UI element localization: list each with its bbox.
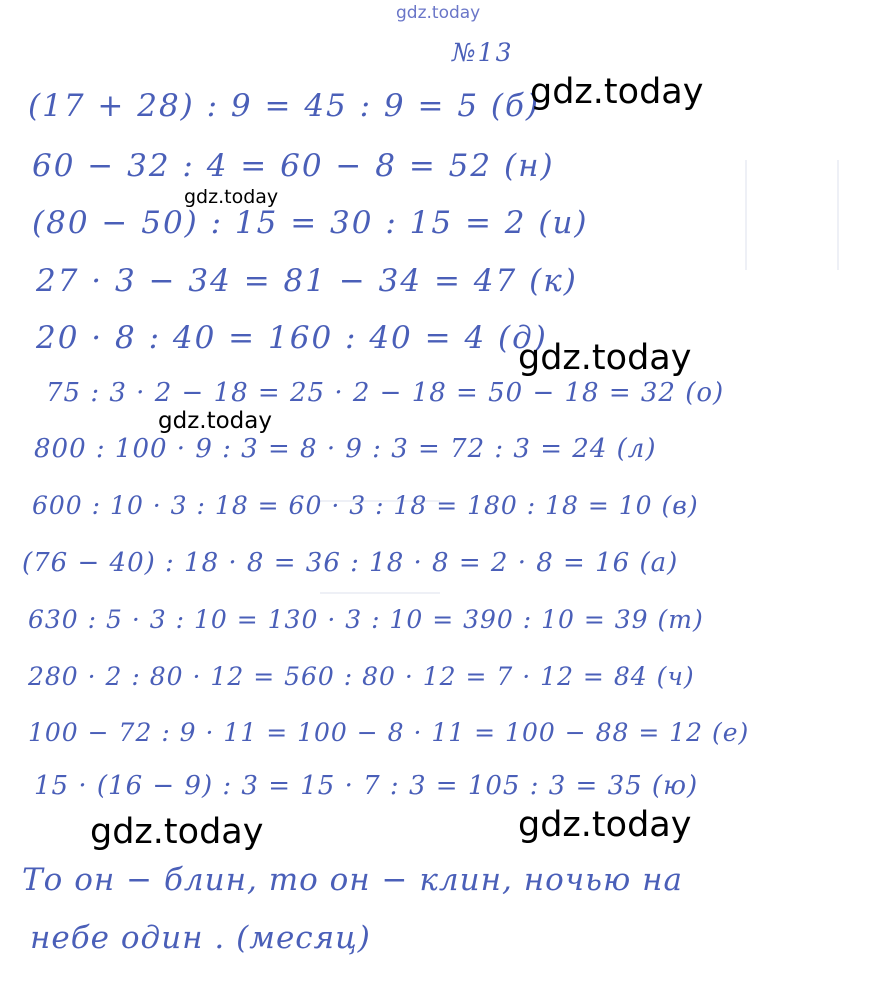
- equation-line: 27 · 3 − 34 = 81 − 34 = 47 (к): [36, 263, 578, 299]
- equation-line: (17 + 28) : 9 = 45 : 9 = 5 (б): [28, 88, 541, 124]
- equation-line: 630 : 5 · 3 : 10 = 130 · 3 : 10 = 390 : 10 = 39 (т): [28, 605, 704, 634]
- site-mark: gdz.today: [396, 3, 481, 23]
- watermark: gdz.today: [90, 812, 264, 852]
- task-number: №13: [452, 38, 514, 67]
- background-decoration: [745, 160, 839, 270]
- watermark: gdz.today: [518, 338, 692, 378]
- riddle-answer-line: То он − блин, то он − клин, ночью на: [22, 862, 684, 898]
- equation-line: 20 · 8 : 40 = 160 : 40 = 4 (д): [36, 320, 548, 356]
- equation-line: 600 : 10 · 3 : 18 = 60 · 3 : 18 = 180 : 18 = 10 (в): [32, 491, 699, 520]
- equation-line: 15 · (16 − 9) : 3 = 15 · 7 : 3 = 105 : 3 = 35 (ю): [34, 771, 699, 801]
- watermark: gdz.today: [158, 408, 272, 434]
- watermark: gdz.today: [530, 72, 704, 112]
- equation-line: 280 · 2 : 80 · 12 = 560 : 80 · 12 = 7 · 12 = 84 (ч): [28, 662, 695, 691]
- equation-line: 75 : 3 · 2 − 18 = 25 · 2 − 18 = 50 − 18 = 32 (о): [46, 378, 725, 408]
- equation-line: 100 − 72 : 9 · 11 = 100 − 8 · 11 = 100 − 88 = 12 (е): [28, 718, 750, 747]
- equation-line: 800 : 100 · 9 : 3 = 8 · 9 : 3 = 72 : 3 = 24 (л): [34, 434, 657, 464]
- riddle-answer-line: небе один . (месяц): [30, 920, 371, 956]
- watermark: gdz.today: [184, 186, 279, 208]
- equation-line: (76 − 40) : 18 · 8 = 36 : 18 · 8 = 2 · 8 = 16 (а): [22, 548, 679, 578]
- watermark: gdz.today: [518, 805, 692, 845]
- equation-line: 60 − 32 : 4 = 60 − 8 = 52 (н): [32, 148, 555, 184]
- equation-line: (80 − 50) : 15 = 30 : 15 = 2 (и): [32, 205, 589, 241]
